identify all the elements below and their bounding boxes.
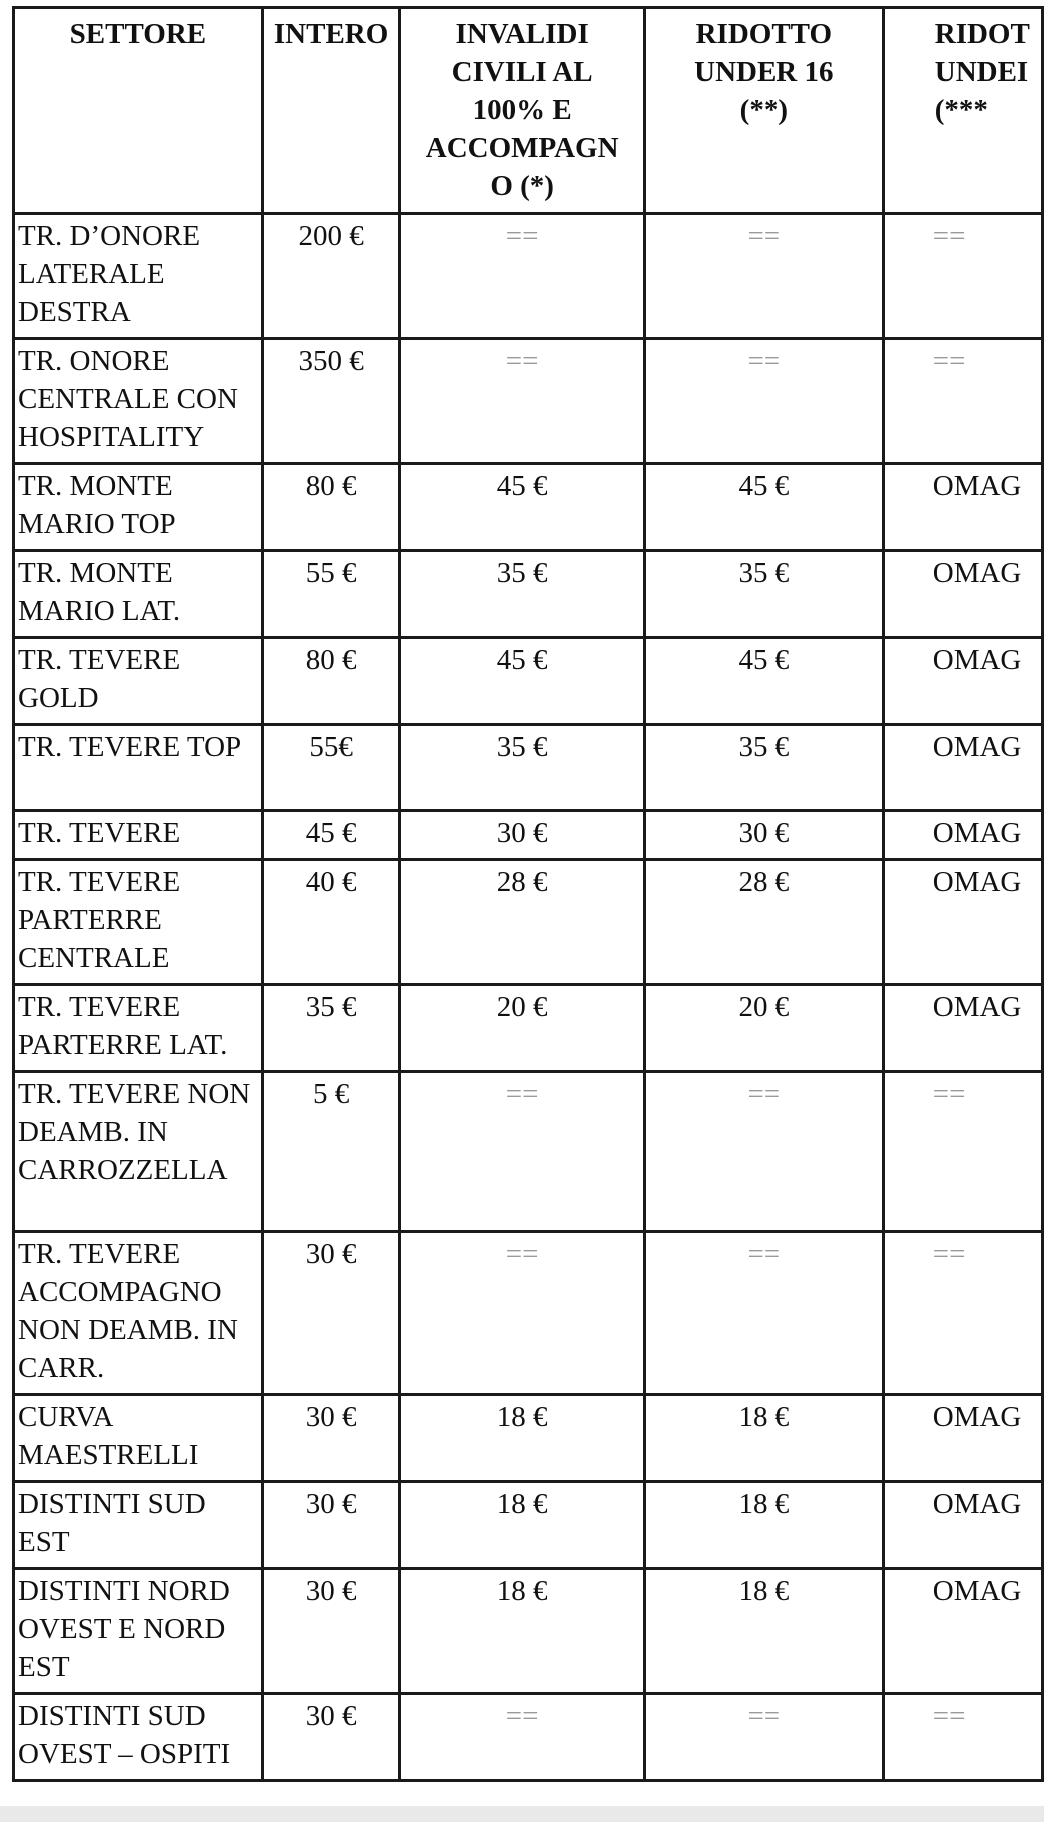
under16-price-cell: == — [644, 339, 883, 464]
table-row — [14, 1482, 1043, 1569]
table-row — [14, 551, 1043, 638]
invalidi-price-cell: 35 € — [400, 725, 644, 811]
invalidi-price-cell: == — [400, 1694, 644, 1781]
under16-price-cell: 45 € — [644, 464, 883, 551]
intero-price-cell: 30 € — [262, 1569, 400, 1694]
invalidi-price-cell: 45 € — [400, 464, 644, 551]
under-truncated-price-cell: == — [883, 1694, 1042, 1781]
under16-price-cell: 45 € — [644, 638, 883, 725]
under16-price-cell: == — [644, 1232, 883, 1395]
intero-price-cell: 80 € — [262, 464, 400, 551]
invalidi-price-cell: 35 € — [400, 551, 644, 638]
under16-price-cell: 18 € — [644, 1482, 883, 1569]
under16-price-cell: 35 € — [644, 725, 883, 811]
invalidi-price-cell: 18 € — [400, 1569, 644, 1694]
sector-cell: TR. TEVERE PARTERRE CENTRALE — [14, 860, 263, 985]
under16-price-cell: == — [644, 214, 883, 339]
sector-cell: DISTINTI SUD EST — [14, 1482, 263, 1569]
under-truncated-price-cell: OMAG — [883, 1569, 1042, 1694]
intero-price-cell: 45 € — [262, 811, 400, 860]
sector-cell: TR. TEVERE — [14, 811, 263, 860]
intero-price-cell: 30 € — [262, 1482, 400, 1569]
intero-price-cell: 5 € — [262, 1072, 400, 1232]
under16-price-cell: == — [644, 1694, 883, 1781]
under-truncated-price-cell: OMAG — [883, 985, 1042, 1072]
sector-cell: TR. ONORE CENTRALE CON HOSPITALITY — [14, 339, 263, 464]
ticket-price-table — [12, 6, 1044, 1782]
sector-cell: TR. TEVERE ACCOMPAGNO NON DEAMB. IN CARR. — [14, 1232, 263, 1395]
invalidi-price-cell: == — [400, 1072, 644, 1232]
table-row — [14, 1569, 1043, 1694]
table-row — [14, 985, 1043, 1072]
invalidi-price-cell: 18 € — [400, 1482, 644, 1569]
intero-price-cell: 40 € — [262, 860, 400, 985]
sector-cell: TR. TEVERE PARTERRE LAT. — [14, 985, 263, 1072]
under16-price-cell: 28 € — [644, 860, 883, 985]
intero-price-cell: 35 € — [262, 985, 400, 1072]
under-truncated-price-cell: == — [883, 1232, 1042, 1395]
table-row — [14, 464, 1043, 551]
sector-cell: TR. D’ONORE LATERALE DESTRA — [14, 214, 263, 339]
table-row — [14, 1694, 1043, 1781]
sector-cell: TR. MONTE MARIO LAT. — [14, 551, 263, 638]
under-truncated-price-cell: OMAG — [883, 1395, 1042, 1482]
under-truncated-price-cell: OMAG — [883, 464, 1042, 551]
table-row — [14, 339, 1043, 464]
table-row — [14, 638, 1043, 725]
table-row — [14, 214, 1043, 339]
intero-price-cell: 55 € — [262, 551, 400, 638]
under-truncated-price-cell: OMAG — [883, 860, 1042, 985]
table-row — [14, 1072, 1043, 1232]
sector-cell: TR. TEVERE NON DEAMB. IN CARROZZELLA — [14, 1072, 263, 1232]
sector-cell: CURVA MAESTRELLI — [14, 1395, 263, 1482]
intero-price-cell: 350 € — [262, 339, 400, 464]
table-row — [14, 1232, 1043, 1395]
intero-price-cell: 200 € — [262, 214, 400, 339]
invalidi-price-cell: == — [400, 214, 644, 339]
under16-price-cell: 18 € — [644, 1395, 883, 1482]
header-settore: SETTORE — [14, 8, 263, 214]
sector-cell: TR. MONTE MARIO TOP — [14, 464, 263, 551]
under-truncated-price-cell: == — [883, 1072, 1042, 1232]
under-truncated-price-cell: == — [883, 214, 1042, 339]
invalidi-price-cell: 30 € — [400, 811, 644, 860]
header-ridotto-under-16: RIDOTTO UNDER 16 (**) — [644, 8, 883, 214]
under-truncated-price-cell: OMAG — [883, 725, 1042, 811]
under16-price-cell: 30 € — [644, 811, 883, 860]
intero-price-cell: 30 € — [262, 1232, 400, 1395]
under16-price-cell: 18 € — [644, 1569, 883, 1694]
under-truncated-price-cell: OMAG — [883, 1482, 1042, 1569]
sector-cell: TR. TEVERE GOLD — [14, 638, 263, 725]
invalidi-price-cell: == — [400, 1232, 644, 1395]
header-invalidi-civili: INVALIDI CIVILI AL 100% E ACCOMPAGN O (*) — [400, 8, 644, 214]
bottom-edge-band — [0, 1806, 1044, 1822]
intero-price-cell: 80 € — [262, 638, 400, 725]
intero-price-cell: 30 € — [262, 1395, 400, 1482]
under-truncated-price-cell: == — [883, 339, 1042, 464]
under-truncated-price-cell: OMAG — [883, 811, 1042, 860]
sector-cell: DISTINTI SUD OVEST – OSPITI — [14, 1694, 263, 1781]
intero-price-cell: 30 € — [262, 1694, 400, 1781]
table-header-row — [14, 8, 1043, 214]
invalidi-price-cell: 28 € — [400, 860, 644, 985]
invalidi-price-cell: 20 € — [400, 985, 644, 1072]
intero-price-cell: 55€ — [262, 725, 400, 811]
invalidi-price-cell: == — [400, 339, 644, 464]
invalidi-price-cell: 18 € — [400, 1395, 644, 1482]
header-ridotto-under-truncated: RIDOT UNDEI (*** — [883, 8, 1042, 214]
header-intero: INTERO — [262, 8, 400, 214]
table-row — [14, 725, 1043, 811]
under-truncated-price-cell: OMAG — [883, 638, 1042, 725]
sector-cell: TR. TEVERE TOP — [14, 725, 263, 811]
under-truncated-price-cell: OMAG — [883, 551, 1042, 638]
sector-cell: DISTINTI NORD OVEST E NORD EST — [14, 1569, 263, 1694]
table-row — [14, 860, 1043, 985]
table-row — [14, 811, 1043, 860]
under16-price-cell: == — [644, 1072, 883, 1232]
under16-price-cell: 20 € — [644, 985, 883, 1072]
invalidi-price-cell: 45 € — [400, 638, 644, 725]
table-row — [14, 1395, 1043, 1482]
under16-price-cell: 35 € — [644, 551, 883, 638]
